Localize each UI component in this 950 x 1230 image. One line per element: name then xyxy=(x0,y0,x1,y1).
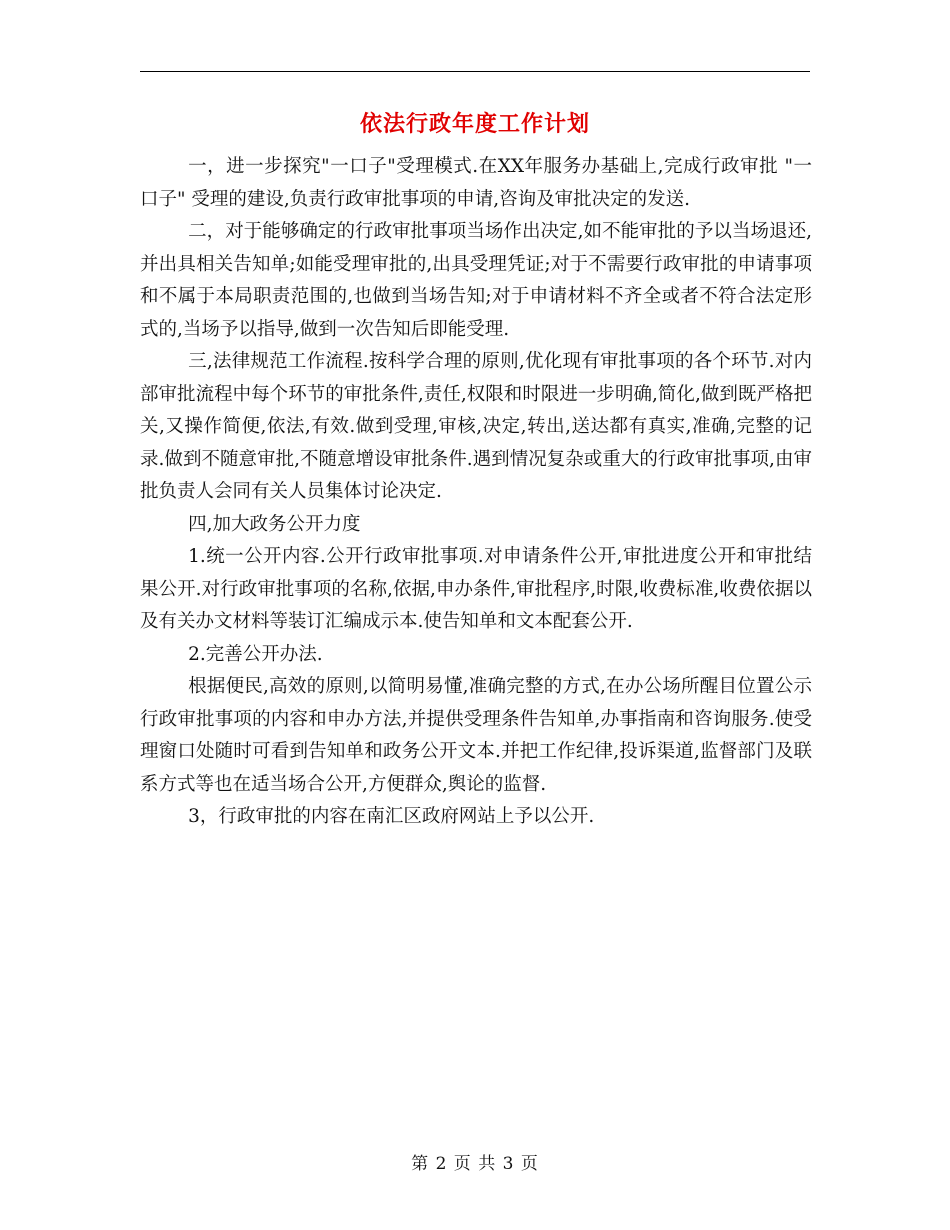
paragraph-4: 四,加大政务公开力度 xyxy=(188,513,361,535)
paragraph-6: 2.完善公开办法. xyxy=(188,643,323,665)
document-title: 依法行政年度工作计划 xyxy=(359,111,590,137)
header-rule xyxy=(140,71,810,72)
paragraph-8: 3，行政审批的内容在南汇区政府网站上予以公开. xyxy=(188,806,595,827)
document-body xyxy=(140,151,812,834)
paragraph-2: 二，对于能够确定的行政审批事项当场作出决定,如不能审批的予以当场退还,并出具相关告知单;如能受理审批的,出具受理凭证;对于不需要行政审批的申请事项和不属于本局职责范围的,也做到当场告知;对于申请材料不齐全或者不符合法定形式的,当场予以指导,做到一次告知后即能受理. xyxy=(140,221,812,340)
paragraph-1: 一，进一步探究"一口子"受理模式.在XX年服务办基础上,完成行政审批 "一口子" 受理的建设,负责行政审批事项的申请,咨询及审批决定的发送. xyxy=(140,156,812,210)
paragraph-3: 三,法律规范工作流程.按科学合理的原则,优化现有审批事项的各个环节.对内部审批流程中每个环节的审批条件,责任,权限和时限进一步明确,简化,做到既严格把关,又操作简便,依法,有效.做到受理,审核,决定,转出,送达都有真实,准确,完整的记录.做到不随意审批,不随意增设审批条件.遇到情况复杂或重大的行政审批事项,由审批负责人会同有关人员集体讨论决定. xyxy=(140,351,812,502)
paragraph-7: 根据便民,高效的原则,以简明易懂,准确完整的方式,在办公场所醒目位置公示行政审批事项的内容和申办方法,并提供受理条件告知单,办事指南和咨询服务.使受理窗口处随时可看到告知单和政务公开文本.并把工作纪律,投诉渠道,监督部门及联系方式等也在适当场合公开,方便群众,舆论的监督. xyxy=(140,676,812,795)
page-footer: 第 2 页 共 3 页 xyxy=(411,1154,539,1174)
paragraph-5: 1.统一公开内容.公开行政审批事项.对申请条件公开,审批进度公开和审批结果公开.对行政审批事项的名称,依据,申办条件,审批程序,时限,收费标准,收费依据以及有关办文材料等装订汇编成示本.使告知单和文本配套公开. xyxy=(140,546,812,632)
